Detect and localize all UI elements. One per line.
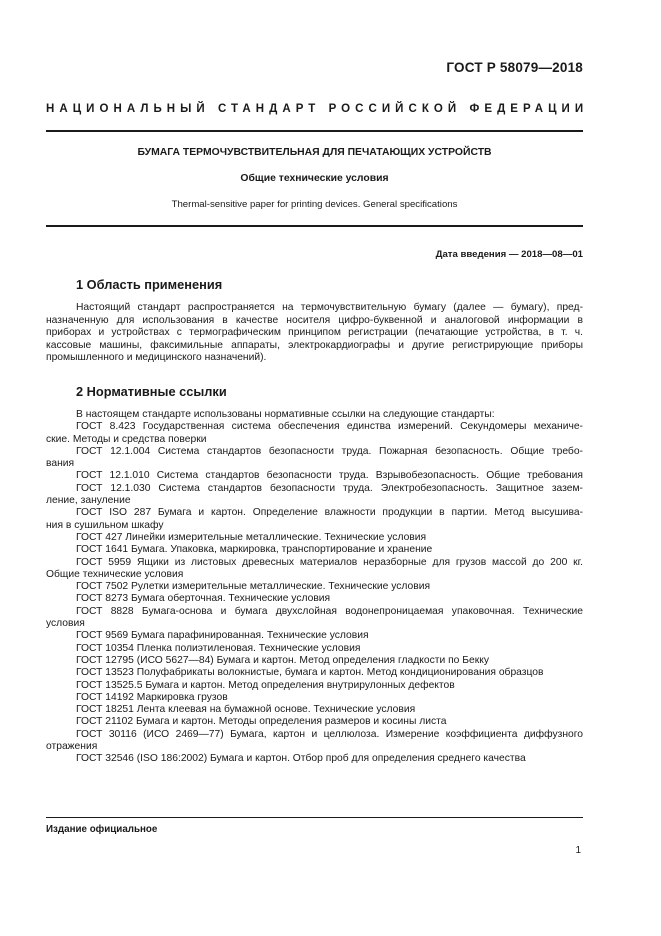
reference-line: ГОСТ 18251 Лента клеевая на бумажной основе. Технические условия — [76, 704, 416, 716]
text-line: промышленного и медицинского назначений). — [46, 352, 267, 364]
text-line: Настоящий стандарт распространяется на термочувствительную бумагу (далее — бумагу), пред- — [76, 302, 583, 313]
text-line: кассовые машины, факсимильные аппараты, электрокардиографы и другие регистрирующие приборы — [46, 339, 583, 351]
page-number: 1 — [575, 845, 581, 856]
reference-line: ГОСТ 427 Линейки измерительные металлические. Технические условия — [76, 531, 427, 543]
footer-rule — [46, 817, 583, 818]
text-line: назначенную для использования в качестве носителя цифро-буквенной и аналоговой информации в — [46, 314, 583, 326]
reference-line: ГОСТ 8273 Бумага оберточная. Технические условия — [76, 593, 331, 605]
reference-line: ГОСТ 9569 Бумага парафинированная. Технические условия — [76, 630, 369, 642]
reference-line: отражения — [46, 741, 98, 753]
reference-line: ния в сушильном шкафу — [46, 519, 164, 531]
reference-line: ГОСТ 8828 Бумага-основа и бумага двухслойная водонепроницаемая упаковочная. Технические — [76, 605, 583, 617]
introduction-date: Дата введения — 2018—08—01 — [435, 249, 583, 260]
section-2-heading: 2 Нормативные ссылки — [76, 384, 227, 399]
reference-line: ГОСТ 30116 (ИСО 2469—77) Бумага, картон и целлюлоза. Измерение коэффициента диффузного — [76, 728, 583, 740]
reference-line: ские. Методы и средства поверки — [46, 433, 207, 445]
reference-line: вания — [46, 458, 75, 470]
reference-line: ГОСТ 5959 Ящики из листовых древесных материалов неразборные для грузов массой до 200 кг. — [76, 556, 583, 568]
section-1-heading: 1 Область применения — [76, 277, 223, 292]
document-title-english: Thermal-sensitive paper for printing devices. General specifications — [171, 199, 458, 210]
reference-line: условия — [46, 618, 85, 630]
reference-line: ГОСТ 10354 Пленка полиэтиленовая. Технические условия — [76, 642, 361, 654]
reference-line: ГОСТ 8.423 Государственная система обеспечения единства измерений. Секундомеры механиче- — [76, 421, 583, 433]
reference-line: ГОСТ 32546 (ISO 186:2002) Бумага и картон. Отбор проб для определения среднего качества — [76, 753, 526, 765]
reference-line: ление, зануление — [46, 495, 131, 507]
header-rule — [46, 130, 583, 132]
reference-line: ГОСТ ISO 287 Бумага и картон. Определение влажности продукции в партии. Метод высушива- — [76, 507, 583, 519]
reference-line: ГОСТ 21102 Бумага и картон. Методы определения размеров и косины листа — [76, 716, 447, 728]
document-subtitle: Общие технические условия — [240, 173, 389, 184]
reference-line: ГОСТ 12.1.010 Система стандартов безопасности труда. Взрывобезопасность. Общие требования — [76, 470, 583, 482]
reference-line: ГОСТ 12795 (ИСО 5627—84) Бумага и картон. Метод определения гладкости по Бекку — [76, 654, 489, 666]
normative-references-list — [46, 409, 583, 766]
reference-line: Общие технические условия — [46, 568, 184, 580]
reference-line: ГОСТ 14192 Маркировка грузов — [76, 691, 228, 703]
reference-line: ГОСТ 1641 Бумага. Упаковка, маркировка, транспортирование и хранение — [76, 544, 433, 556]
title-rule — [46, 225, 583, 227]
reference-line: ГОСТ 7502 Рулетки измерительные металлические. Технические условия — [76, 581, 431, 593]
document-title: БУМАГА ТЕРМОЧУВСТВИТЕЛЬНАЯ ДЛЯ ПЕЧАТАЮЩИХ УСТРОЙСТВ — [137, 147, 492, 158]
reference-line: ГОСТ 13523 Полуфабрикаты волокнистые, бумага и картон. Метод кондиционирования образцов — [76, 667, 544, 679]
reference-line: В настоящем стандарте использованы нормативные ссылки на следующие стандарты: — [76, 409, 495, 420]
text-line: приборах и устройствах с термографическим принципом регистрации (печатающие устройства, в т. ч. — [46, 327, 583, 339]
reference-line: ГОСТ 12.1.030 Система стандартов безопасности труда. Электробезопасность. Защитное зазем- — [76, 482, 583, 494]
official-edition-label: Издание официальное — [46, 824, 158, 835]
reference-line: ГОСТ 12.1.004 Система стандартов безопасности труда. Пожарная безопасность. Общие требо- — [76, 445, 583, 457]
national-standard-banner: НАЦИОНАЛЬНЫЙ СТАНДАРТ РОССИЙСКОЙ ФЕДЕРАЦИИ — [46, 103, 589, 115]
section-1-body — [46, 302, 583, 365]
reference-line: ГОСТ 13525.5 Бумага и картон. Метод определения внутрирулонных дефектов — [76, 679, 455, 691]
document-code: ГОСТ Р 58079—2018 — [446, 60, 583, 75]
